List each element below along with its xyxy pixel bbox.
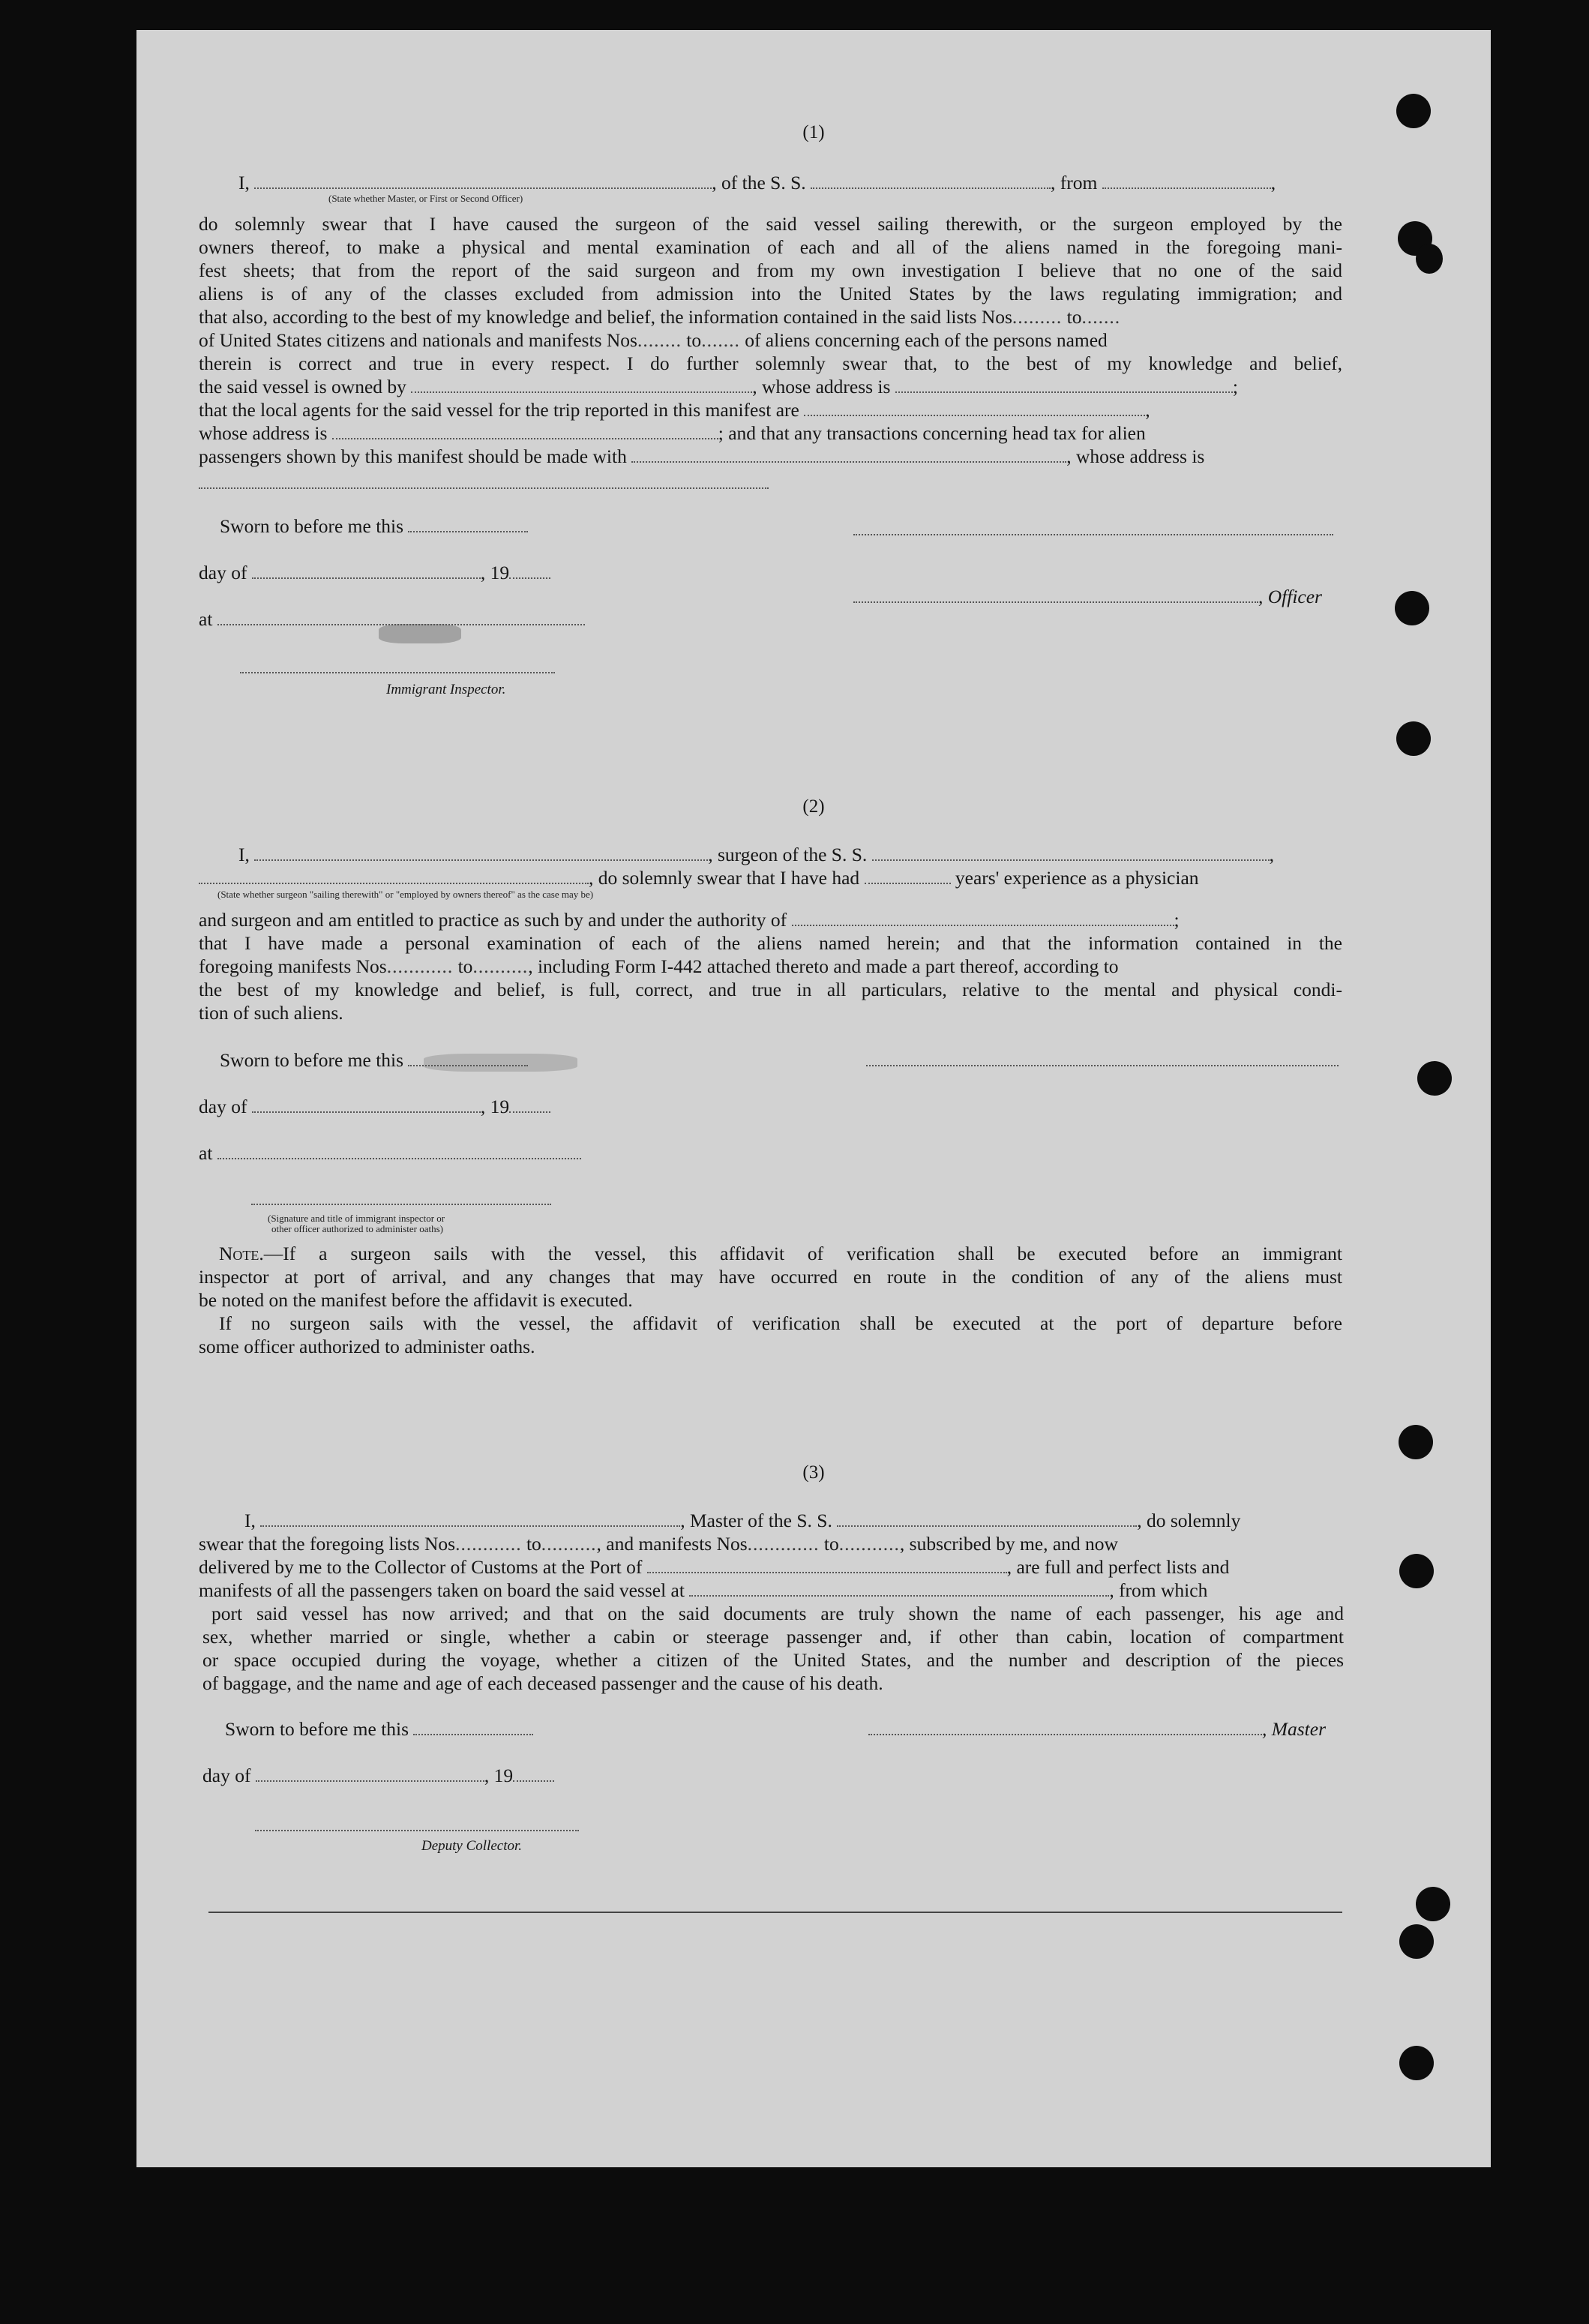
note-text: If no surgeon sails with the vessel, the affidavit of verification shall be executed at the port of departure before <box>219 1312 1342 1334</box>
affidavit-line: swear that the foregoing lists Nos............ to.........., and manifests Nos............. to..........., subscribed by me, and now <box>199 1533 1118 1555</box>
affidavit-text: that the local agents for the said vessel for the trip reported in this manifest are , <box>199 399 1150 421</box>
note-text: be noted on the manifest before the affidavit is executed. <box>199 1289 633 1311</box>
inspector-signature-line <box>251 1204 551 1205</box>
punch-hole <box>1399 1554 1434 1588</box>
affidavit-line: delivered by me to the Collector of Customs at the Port of , are full and perfect lists and <box>199 1556 1230 1578</box>
affidavit-text: the said vessel is owned by , whose address is ; <box>199 376 1238 397</box>
affidavit-text: therein is correct and true in every respect. I do further solemnly swear that, to the best of my knowledge and belief, <box>199 352 1342 374</box>
affidavit-text: owners thereof, to make a physical and mental examination of each and all of the aliens named in the foregoing mani- <box>199 236 1342 258</box>
day-line: day of , 19 <box>199 561 550 584</box>
blank-line <box>199 487 769 489</box>
signature-note: (Signature and title of immigrant inspector or <box>268 1213 445 1224</box>
signature-line <box>853 534 1333 535</box>
section-number: (3) <box>802 1462 825 1483</box>
at-line: at <box>199 607 585 631</box>
affidavit-text: sex, whether married or single, whether a cabin or steerage passenger and, if other than cabin, location of compartment <box>202 1626 1344 1648</box>
affidavit-text: or space occupied during the voyage, whether a citizen of the United States, and the number and description of the pieces <box>202 1649 1344 1671</box>
affidavit-text: foregoing manifests Nos............ to.........., including Form I-442 attached thereto and made a part thereof, according to <box>199 955 1119 977</box>
officer-note: (State whether Master, or First or Second Officer) <box>328 193 523 204</box>
note-text: some officer authorized to administer oaths. <box>199 1336 535 1357</box>
day-line: day of , 19 <box>199 1095 550 1118</box>
collector-signature-line <box>255 1830 579 1831</box>
at-line: at <box>199 1141 581 1165</box>
affidavit-text: that I have made a personal examination of each of the aliens named herein; and that the information contained in the <box>199 932 1342 954</box>
collector-label: Deputy Collector. <box>421 1838 523 1854</box>
officer-line: , Officer <box>853 585 1322 608</box>
day-line: day of , 19 <box>202 1764 554 1787</box>
affidavit-text: the best of my knowledge and belief, is full, correct, and true in all particulars, relative to the mental and physical condi- <box>199 979 1342 1000</box>
sworn-line: Sworn to before me this <box>225 1717 533 1741</box>
bottom-rule <box>208 1912 1342 1913</box>
punch-hole <box>1416 244 1443 274</box>
master-line: , Master <box>868 1717 1326 1741</box>
sworn-line: Sworn to before me this <box>220 514 528 538</box>
section-number: (1) <box>802 122 825 142</box>
note-text: inspector at port of arrival, and any changes that may have occurred en route in the condition of any of the aliens must <box>199 1266 1342 1288</box>
affidavit-text: do solemnly swear that I have caused the surgeon of the said vessel sailing therewith, or the surgeon employed by the <box>199 213 1342 235</box>
affidavit-text: passengers shown by this manifest should be made with , whose address is <box>199 445 1205 467</box>
inspector-label: Immigrant Inspector. <box>386 682 506 697</box>
affidavit-text: that also, according to the best of my knowledge and belief, the information contained in the said lists Nos......... to....... <box>199 306 1121 328</box>
punch-hole <box>1399 2046 1434 2080</box>
section-number: (2) <box>802 796 825 817</box>
affidavit-text: aliens is of any of the classes excluded from admission into the United States by the laws regulating immigration; and <box>199 283 1342 304</box>
affidavit-text: whose address is ; and that any transactions concerning head tax for alien <box>199 422 1146 444</box>
affidavit-line: manifests of all the passengers taken on board the said vessel at , from which <box>199 1579 1208 1601</box>
affidavit-line: I, , surgeon of the S. S. , <box>238 844 1275 865</box>
punch-hole <box>1417 1061 1452 1096</box>
punch-hole <box>1399 1425 1433 1459</box>
affidavit-text: of baggage, and the name and age of each deceased passenger and the cause of his death. <box>202 1672 883 1694</box>
inspector-signature-line <box>240 672 555 673</box>
punch-hole <box>1395 591 1429 625</box>
affidavit-text: fest sheets; that from the report of the said surgeon and from my own investigation I believe that no one of the said <box>199 259 1342 281</box>
affidavit-text: and surgeon and am entitled to practice as such by and under the authority of ; <box>199 909 1180 931</box>
signature-line <box>866 1065 1339 1066</box>
affidavit-text: port said vessel has now arrived; and that on the said documents are truly shown the name of each passenger, his age and <box>211 1603 1344 1624</box>
affidavit-line: I, , of the S. S. , from , <box>238 172 1276 193</box>
surgeon-note: (State whether surgeon "sailing therewith" or "employed by owners thereof" as the case may be) <box>217 889 594 900</box>
affidavit-line: I, , Master of the S. S. , do solemnly <box>244 1510 1241 1531</box>
punch-hole <box>1396 721 1431 756</box>
affidavit-text: tion of such aliens. <box>199 1002 343 1024</box>
punch-hole <box>1416 1887 1450 1921</box>
affidavit-line: , do solemnly swear that I have had years' experience as a physician <box>199 866 1199 889</box>
affidavit-text: of United States citizens and nationals and manifests Nos........ to....... of aliens concerning each of the persons named <box>199 329 1108 351</box>
signature-note: other officer authorized to administer oaths) <box>271 1223 443 1234</box>
note-text: Note.—If a surgeon sails with the vessel, this affidavit of verification shall be executed before an immigrant <box>219 1243 1342 1264</box>
punch-hole <box>1399 1924 1434 1959</box>
sworn-line: Sworn to before me this <box>220 1048 528 1072</box>
